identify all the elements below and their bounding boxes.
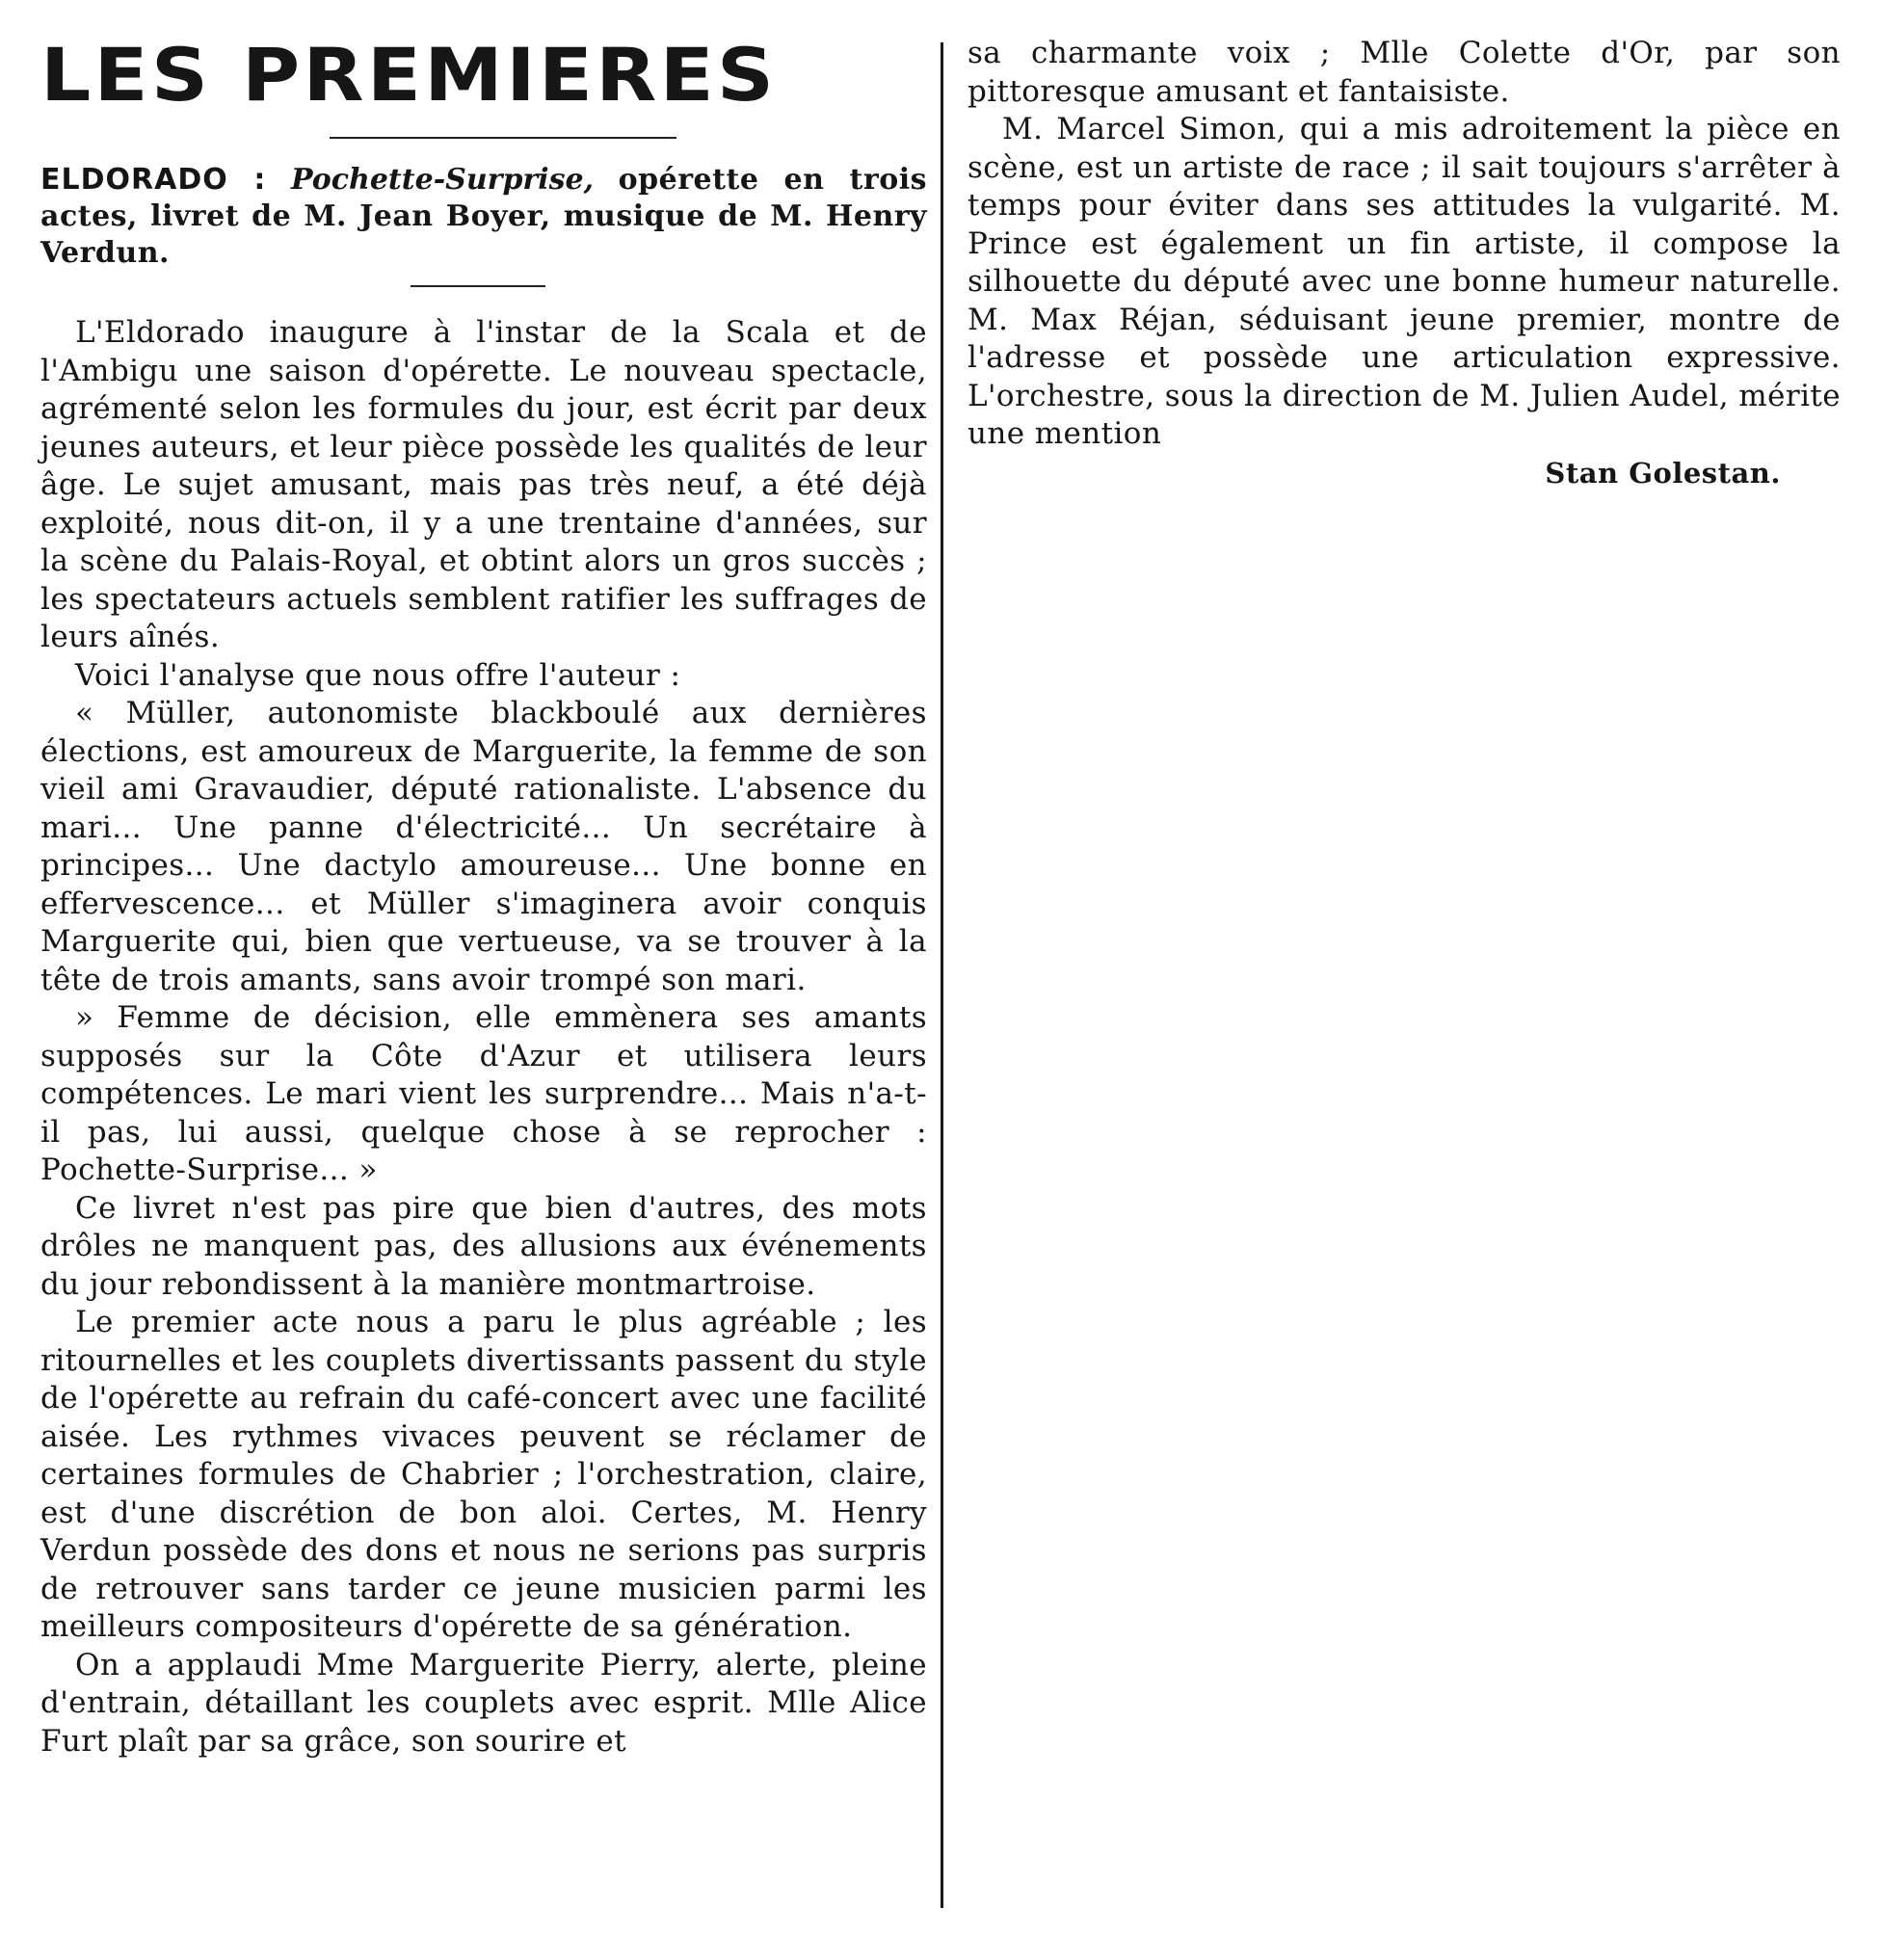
show-details: opérette en trois actes, livret de M. Jean Boyer, musique de M. Henry Verdun. [40,163,928,270]
title-divider [330,137,676,139]
paragraph: » Femme de décision, elle emmènera ses amants supposés sur la Côte d'Azur et utilisera leurs compétences. Le mari vient les surprendre... Mais n'a-t-il pas, lui aussi, quelque chose à se reprocher : Pochette-Surprise... » [40,1000,927,1187]
right-column [968,35,1841,492]
left-column [40,32,928,1761]
column-divider [941,42,943,1908]
author-signature: Stan Golestan. [1545,456,1781,490]
paragraph: M. Marcel Simon, qui a mis adroitement la pièce en scène, est un artiste de race ; il sait toujours s'arrêter à temps pour éviter dans ses attitudes la vulgarité. M. Prince est également un fin artiste, il compose la silhouette du député avec une bonne humeur naturelle. M. Max Réjan, séduisant jeune premier, montre de l'adresse et possède une articulation expressive. L'orchestre, sous la direction de M. Julien Audel, mérite une mention [968,112,1841,451]
paragraph: Ce livret n'est pas pire que bien d'autres, des mots drôles ne manquent pas, des allusions aux événements du jour rebondissent à la manière montmartroise. [40,1190,927,1302]
page-title: LES PREMIERES [40,32,778,118]
paragraph: On a applaudi Mme Marguerite Pierry, alerte, pleine d'entrain, détaillant les couplets avec esprit. Mlle Alice Furt plaît par sa grâce, son sourire et [40,1647,927,1759]
show-title: Pochette-Surprise, [290,163,595,197]
paragraph: Le premier acte nous a paru le plus agréable ; les ritournelles et les couplets divertissants passent du style de l'opérette au refrain du café-concert avec une facilité aisée. Les rythmes vivaces peuvent se réclamer de certaines formules de Chabrier ; l'orchestration, claire, est d'une discrétion de bon aloi. Certes, M. Henry Verdun possède des dons et nous ne serions pas surpris de retrouver sans tarder ce jeune musicien parmi les meilleurs compositeurs d'opérette de sa génération. [40,1305,927,1644]
article-body-left [40,314,927,1761]
paragraph: « Müller, autonomiste blackboulé aux dernières élections, est amoureux de Marguerite, la femme de son vieil ami Gravaudier, député rationaliste. L'absence du mari... Une panne d'électricité... Un secrétaire à principes... Une dactylo amoureuse... Une bonne en effervescence... et Müller s'imaginera avoir conquis Marguerite qui, bien que vertueuse, va se trouver à la tête de trois amants, sans avoir trompé son mari. [40,696,927,997]
paragraph: L'Eldorado inaugure à l'instar de la Scala et de l'Ambigu une saison d'opérette. Le nouveau spectacle, agrémenté selon les formules du jour, est écrit par deux jeunes auteurs, et leur pièce possède les qualités de leur âge. Le sujet amusant, mais pas très neuf, a été déjà exploité, nous dit-on, il y a une trentaine d'années, sur la scène du Palais-Royal, et obtint alors un gros succès ; les spectateurs actuels semblent ratifier les suffrages de leurs aînés. [40,315,927,654]
article-subhead [40,162,927,272]
subhead-divider [411,285,545,287]
paragraph: Voici l'analyse que nous offre l'auteur : [75,657,681,693]
paragraph: sa charmante voix ; Mlle Colette d'Or, par son pittoresque amusant et fantaisiste. [968,36,1841,109]
venue-label: ELDORADO : [40,163,267,197]
